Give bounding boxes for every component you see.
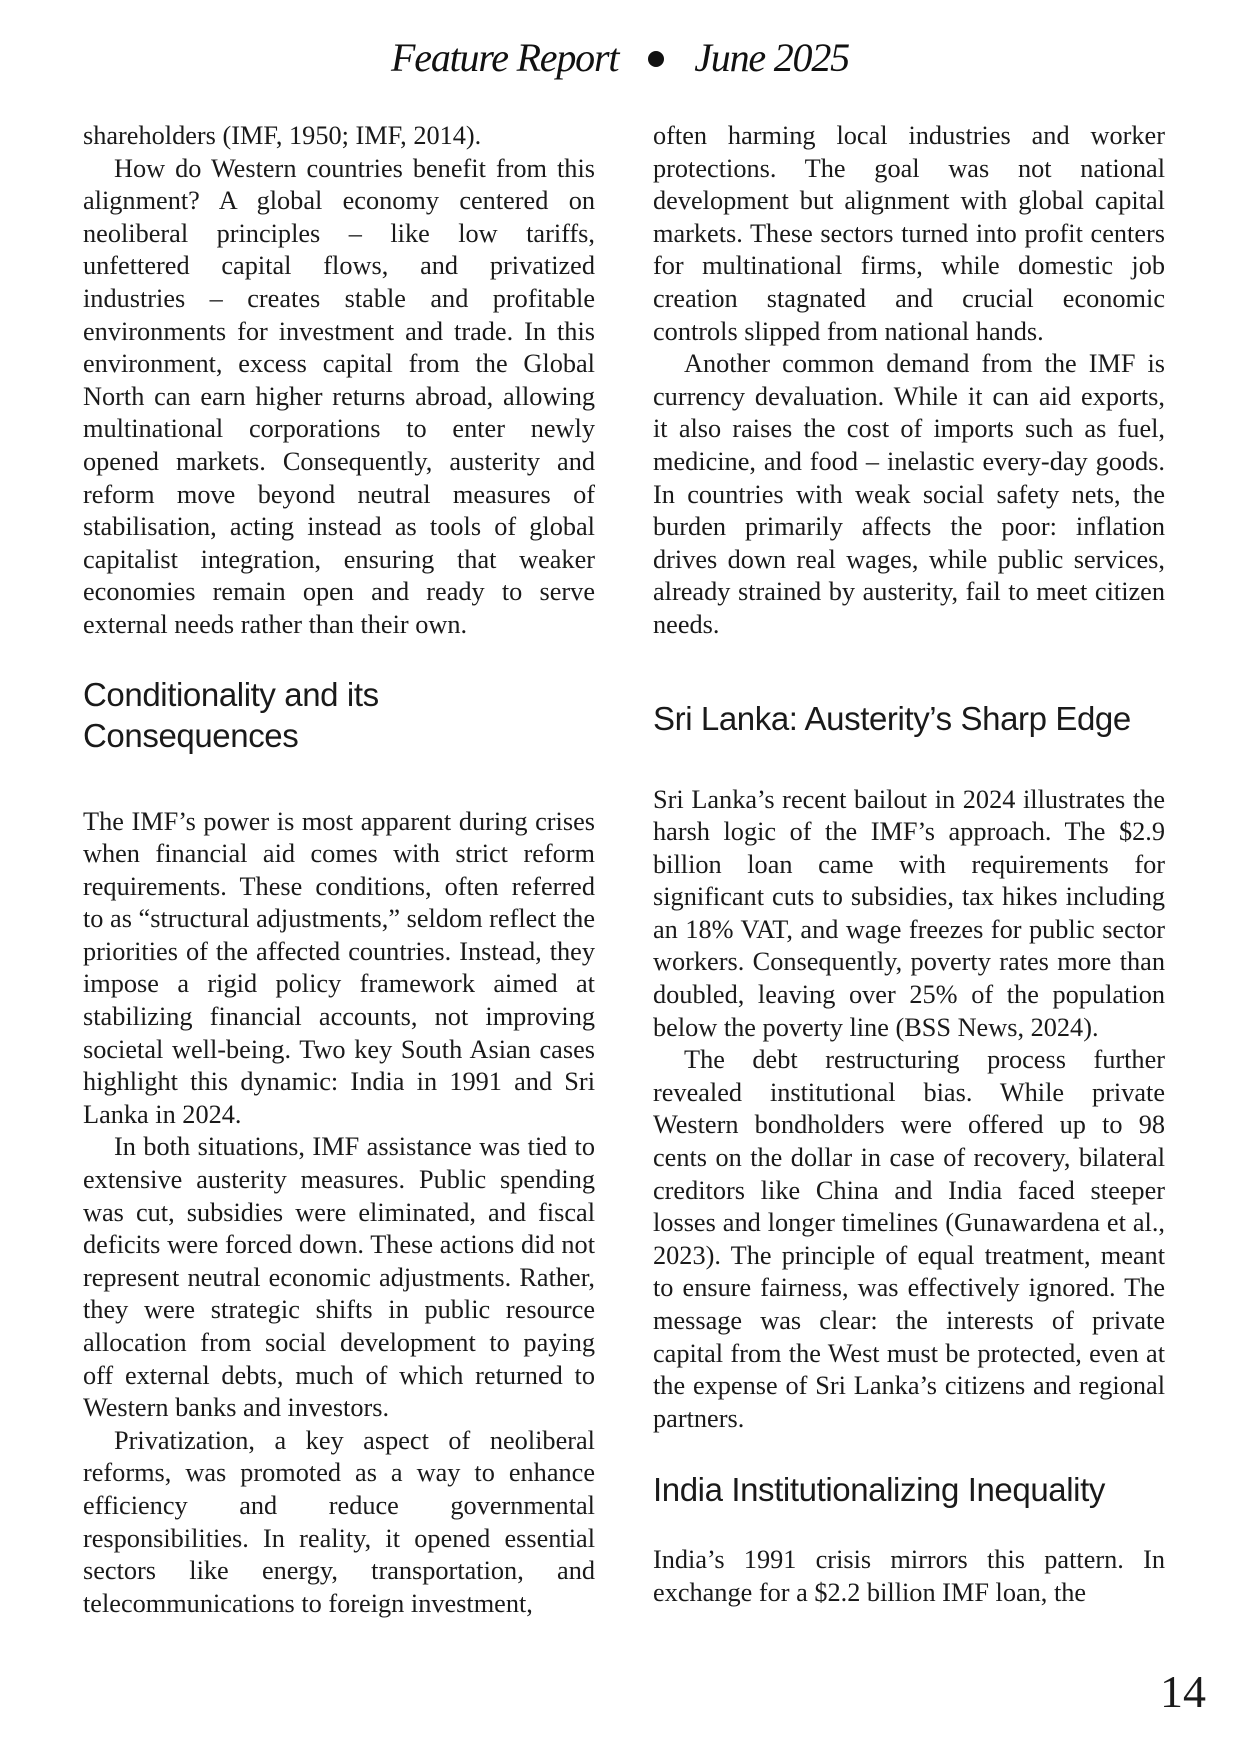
bullet-separator-icon [648, 51, 664, 67]
paragraph-imf-power: The IMF’s power is most apparent during crises when financial aid comes with strict reform requirements. These conditions, often referred to as “structural adjustments,” seldom reflect the priorities of the affected countries. Instead, they impose a rigid policy framework aimed at stabilizing financial accounts, not improving societal well-being. Two key South Asian cases highlight this dynamic: India in 1991 and Sri Lanka in 2024. [83, 806, 595, 1129]
right-column [653, 120, 1165, 1610]
paragraph-benefit: How do Western countries benefit from this alignment? A global economy centered on neoliberal principles – like low tariffs, unfettered capital flows, and privatized industries – creates stable and profitable environments for investment and trade. In this environment, excess capital from the Global North can earn higher returns abroad, allowing multinational corporations to enter newly opened markets. Consequently, austerity and reform move beyond neutral measures of stabilisation, acting instead as tools of global capitalist integration, ensuring that weaker economies remain open and ready to serve external needs rather than their own. [83, 153, 595, 639]
paragraph-austerity: In both situations, IMF assistance was tied to extensive austerity measures. Public spending was cut, subsidies were eliminated, and fiscal deficits were forced down. These actions did not represent neutral economic adjustments. Rather, they were strategic shifts in public resource allocation from social development to paying off external debts, much of which returned to Western banks and investors. [83, 1132, 595, 1423]
section-heading-conditionality: Conditionality and its Consequences [83, 675, 379, 754]
paragraph-sri-lanka-bailout: Sri Lanka’s recent bailout in 2024 illustrates the harsh logic of the IMF’s approach. The $2.9 billion loan came with requirements for significant cuts to subsidies, tax hikes including an 18% VAT, and wage freezes for public sector workers. Consequently, poverty rates more than doubled, leaving over 25% of the population below the poverty line (BSS News, 2024). [653, 784, 1165, 1042]
paragraph-india-crisis: India’s 1991 crisis mirrors this pattern. In exchange for a $2.2 billion IMF loan, the [653, 1545, 1165, 1607]
paragraph-privatization: Privatization, a key aspect of neoliberal reforms, was promoted as a way to enhance efficiency and reduce governmental responsibilities. In reality, it opened essential sectors like energy, transportation, and telecommunications to foreign investment, [83, 1425, 595, 1618]
paragraph-continued: often harming local industries and worker protections. The goal was not national development but alignment with global capital markets. These sectors turned into profit centers for multinational firms, while domestic job creation stagnated and crucial economic controls slipped from national hands. [653, 121, 1165, 346]
section-heading-india: India Institutionalizing Inequality [653, 1471, 1105, 1509]
publication-title: Feature Report [391, 35, 619, 80]
issue-date: June 2025 [694, 35, 849, 80]
section-heading-sri-lanka: Sri Lanka: Austerity’s Sharp Edge [653, 699, 1131, 737]
left-column [83, 120, 595, 1620]
paragraph-continued: shareholders (IMF, 1950; IMF, 2014). [83, 121, 482, 150]
paragraph-devaluation: Another common demand from the IMF is currency devaluation. While it can aid exports, it also raises the cost of imports such as fuel, medicine, and food – inelastic every-day goods. In countries with weak social safety nets, the burden primarily affects the poor: inflation drives down real wages, while public services, already strained by austerity, fail to meet citizen needs. [653, 349, 1165, 639]
page-number: 14 [1160, 1666, 1206, 1717]
paragraph-debt-restructuring: The debt restructuring process further revealed institutional bias. While private Western bondholders were offered up to 98 cents on the dollar in case of recovery, bilateral creditors like China and India faced steeper losses and longer timelines (Gunawardena et al., 2023). The principle of equal treatment, meant to ensure fairness, was effectively ignored. The message was clear: the interests of private capital from the West must be protected, even at the expense of Sri Lanka’s citizens and regional partners. [653, 1045, 1165, 1433]
page-header [0, 34, 1240, 81]
